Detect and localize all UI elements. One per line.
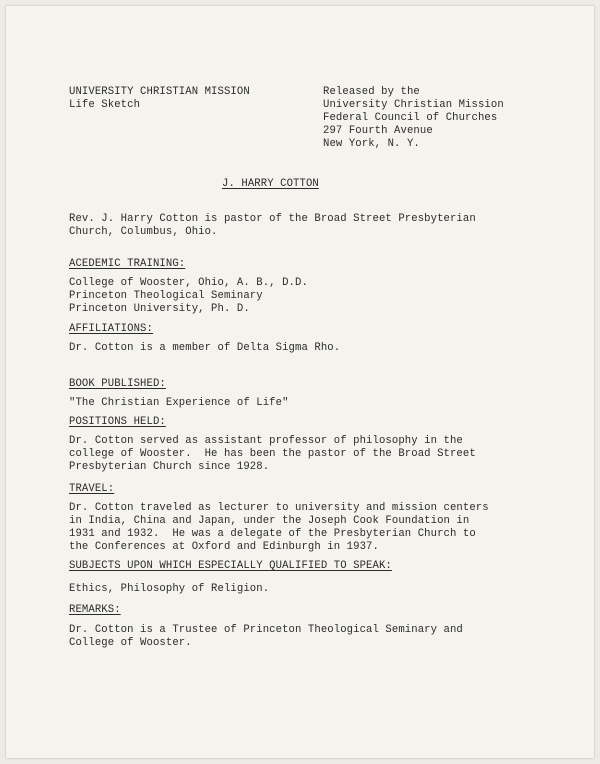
positions-line-3: Presbyterian Church since 1928. (69, 461, 270, 473)
remarks-line-2: College of Wooster. (69, 637, 192, 649)
header-right-line-1: Released by the (323, 86, 420, 98)
header-left-line-1: UNIVERSITY CHRISTIAN MISSION (69, 86, 250, 98)
section-heading-remarks: REMARKS: (69, 604, 121, 616)
document-page (6, 6, 594, 758)
section-heading-academic: ACEDEMIC TRAINING: (69, 258, 186, 270)
academic-line-3: Princeton University, Ph. D. (69, 303, 250, 315)
book-line-1: "The Christian Experience of Life" (69, 397, 289, 409)
section-heading-positions: POSITIONS HELD: (69, 416, 166, 428)
positions-line-2: college of Wooster. He has been the pastor of the Broad Street (69, 448, 476, 460)
header-right-line-5: New York, N. Y. (323, 138, 420, 150)
subjects-line-1: Ethics, Philosophy of Religion. (69, 583, 270, 595)
academic-line-1: College of Wooster, Ohio, A. B., D.D. (69, 277, 308, 289)
section-heading-subjects: SUBJECTS UPON WHICH ESPECIALLY QUALIFIED TO SPEAK: (69, 560, 392, 572)
travel-line-1: Dr. Cotton traveled as lecturer to university and mission centers (69, 502, 489, 514)
intro-line-2: Church, Columbus, Ohio. (69, 226, 218, 238)
travel-line-2: in India, China and Japan, under the Joseph Cook Foundation in (69, 515, 470, 527)
academic-line-2: Princeton Theological Seminary (69, 290, 263, 302)
section-heading-book: BOOK PUBLISHED: (69, 378, 166, 390)
remarks-line-1: Dr. Cotton is a Trustee of Princeton Theological Seminary and (69, 624, 463, 636)
travel-line-4: the Conferences at Oxford and Edinburgh in 1937. (69, 541, 379, 553)
affiliations-line-1: Dr. Cotton is a member of Delta Sigma Rho. (69, 342, 341, 354)
header-right-line-3: Federal Council of Churches (323, 112, 498, 124)
header-right-line-2: University Christian Mission (323, 99, 504, 111)
positions-line-1: Dr. Cotton served as assistant professor of philosophy in the (69, 435, 463, 447)
section-heading-travel: TRAVEL: (69, 483, 115, 495)
intro-line-1: Rev. J. Harry Cotton is pastor of the Broad Street Presbyterian (69, 213, 476, 225)
travel-line-3: 1931 and 1932. He was a delegate of the Presbyterian Church to (69, 528, 476, 540)
page-title: J. HARRY COTTON (222, 178, 319, 190)
header-right-line-4: 297 Fourth Avenue (323, 125, 433, 137)
header-left-line-2: Life Sketch (69, 99, 141, 111)
section-heading-affiliations: AFFILIATIONS: (69, 323, 153, 335)
